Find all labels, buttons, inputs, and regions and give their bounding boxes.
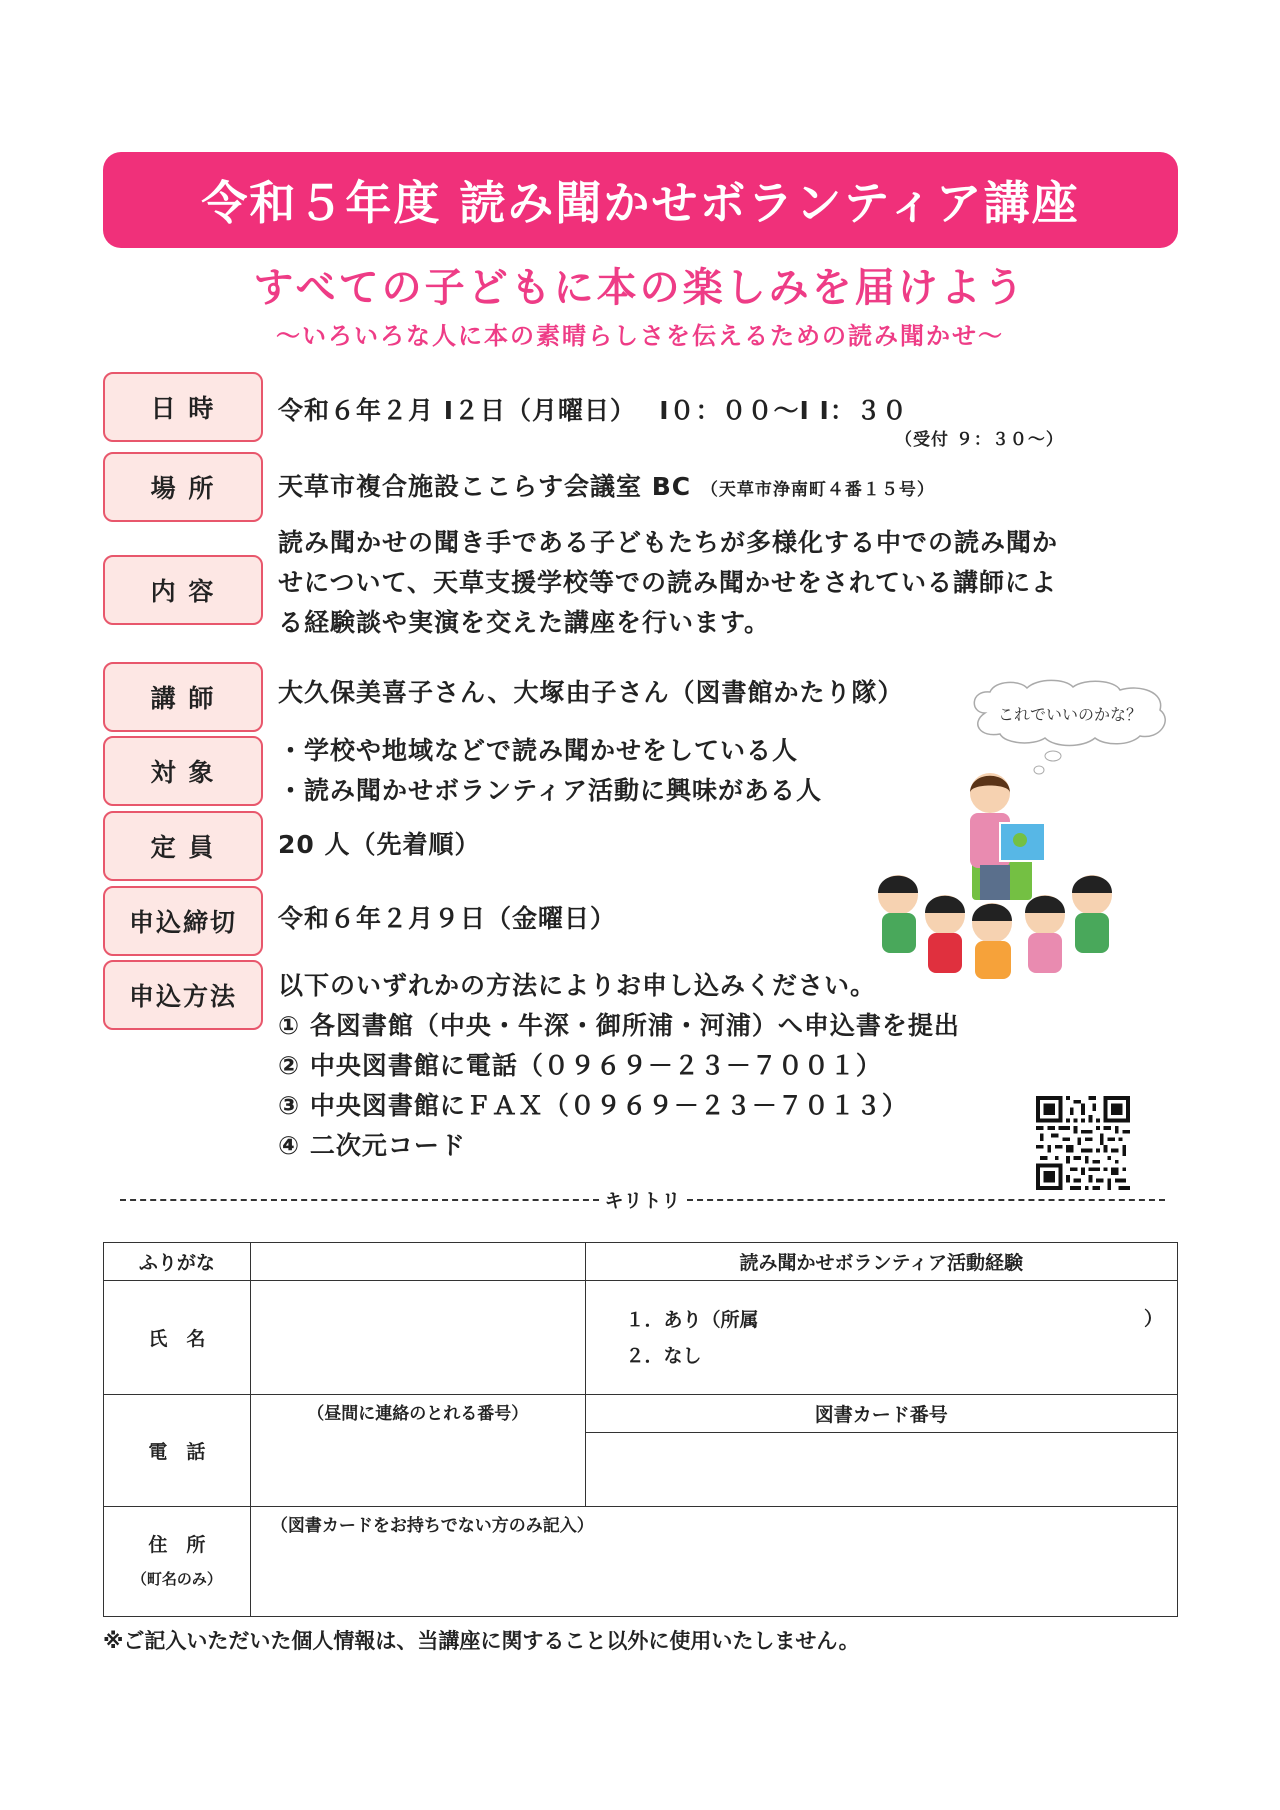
cut-label: キリトリ (604, 1190, 681, 1212)
form-row-furigana (104, 1243, 1178, 1281)
experience-yes[interactable]: １．あり（所属 (625, 1308, 759, 1331)
experience-header: 読み聞かせボランティア活動経験 (585, 1243, 1177, 1281)
address-label-cell (104, 1507, 251, 1617)
phone-field[interactable] (250, 1395, 585, 1507)
page-title: 令和５年度 読み聞かせボランティア講座 (201, 176, 1080, 230)
target-value (278, 731, 822, 811)
lecturer-value: 大久保美喜子さん、大塚由子さん（図書館かたり隊） (278, 678, 904, 707)
method-line: ③ 中央図書館にＦＡＸ（０９６９－２３－７０１３） (278, 1091, 908, 1120)
privacy-note: ※ご記入いただいた個人情報は、当講座に関すること以外に使用いたしません。 (103, 1629, 860, 1653)
label-deadline: 申込締切 (103, 886, 263, 956)
method-line: ④ 二次元コード (278, 1131, 466, 1160)
experience-yes-close: ） (1143, 1308, 1163, 1330)
content-line: 読み聞かせの聞き手である子どもたちが多様化する中での読み聞か (278, 528, 1059, 557)
target-line: ・学校や地域などで読み聞かせをしている人 (278, 736, 799, 765)
storytime-illustration (860, 765, 1130, 980)
furigana-field[interactable] (250, 1243, 585, 1281)
application-form (103, 1242, 1178, 1617)
method-value (278, 966, 960, 1166)
label-target: 対 象 (103, 736, 263, 806)
experience-no[interactable]: ２．なし (625, 1344, 702, 1367)
label-datetime: 日 時 (103, 372, 263, 442)
place-name: 天草市複合施設ここらす会議室 BC (278, 472, 692, 501)
datetime-value: 令和６年２月 I２日（月曜日） I０：００～I I：３０ (278, 396, 908, 425)
title-banner (103, 152, 1178, 248)
label-lecturer: 講 師 (103, 662, 263, 732)
form-row-phone-top (104, 1395, 1178, 1433)
deadline-value: 令和６年２月９日（金曜日） (278, 904, 617, 933)
address-hint: （図書カードをお持ちでない方のみ記入） (270, 1516, 594, 1536)
place-address: （天草市浄南町４番１５号） (700, 480, 935, 500)
qr-code-icon (1036, 1096, 1130, 1190)
subtitle: すべての子どもに本の楽しみを届けよう (253, 265, 1027, 311)
reception-time: （受付 ９：３０～） (895, 430, 1064, 450)
place-value (278, 467, 935, 510)
target-line: ・読み聞かせボランティア活動に興味がある人 (278, 776, 823, 805)
cut-line (120, 1186, 1165, 1213)
thought-bubble (965, 678, 1175, 748)
content-value (278, 523, 1058, 643)
content-line: る経験談や実演を交えた講座を行います。 (278, 608, 771, 637)
content-line: せについて、天草支援学校等での読み聞かせをされている講師によ (278, 568, 1058, 597)
method-line: ② 中央図書館に電話（０９６９－２３－７００１） (278, 1051, 882, 1080)
bubble-text: これでいいのかな？ (997, 705, 1143, 724)
phone-note: （昼間に連絡のとれる番号） (307, 1404, 529, 1424)
label-place: 場 所 (103, 452, 263, 522)
method-line: ① 各図書館（中央・牛深・御所浦・河浦）へ申込書を提出 (278, 1011, 960, 1040)
form-row-name (104, 1281, 1178, 1395)
card-number-field[interactable] (585, 1433, 1177, 1507)
label-content: 内 容 (103, 555, 263, 625)
tagline: ～いろいろな人に本の素晴らしさを伝えるための読み聞かせ～ (276, 322, 1004, 350)
method-line: 以下のいずれかの方法によりお申し込みください。 (278, 971, 877, 1000)
phone-label: 電 話 (104, 1395, 251, 1507)
experience-options[interactable] (585, 1281, 1177, 1395)
address-field[interactable] (250, 1507, 1177, 1617)
capacity-value: 20 人（先着順） (278, 830, 481, 859)
address-label: 住 所 (148, 1533, 206, 1556)
form-row-address (104, 1507, 1178, 1617)
furigana-label: ふりがな (104, 1243, 251, 1281)
label-capacity: 定 員 (103, 811, 263, 881)
address-note: （町名のみ） (131, 1569, 222, 1588)
name-label: 氏 名 (104, 1281, 251, 1395)
name-field[interactable] (250, 1281, 585, 1395)
label-method: 申込方法 (103, 960, 263, 1030)
card-number-header: 図書カード番号 (585, 1395, 1177, 1433)
